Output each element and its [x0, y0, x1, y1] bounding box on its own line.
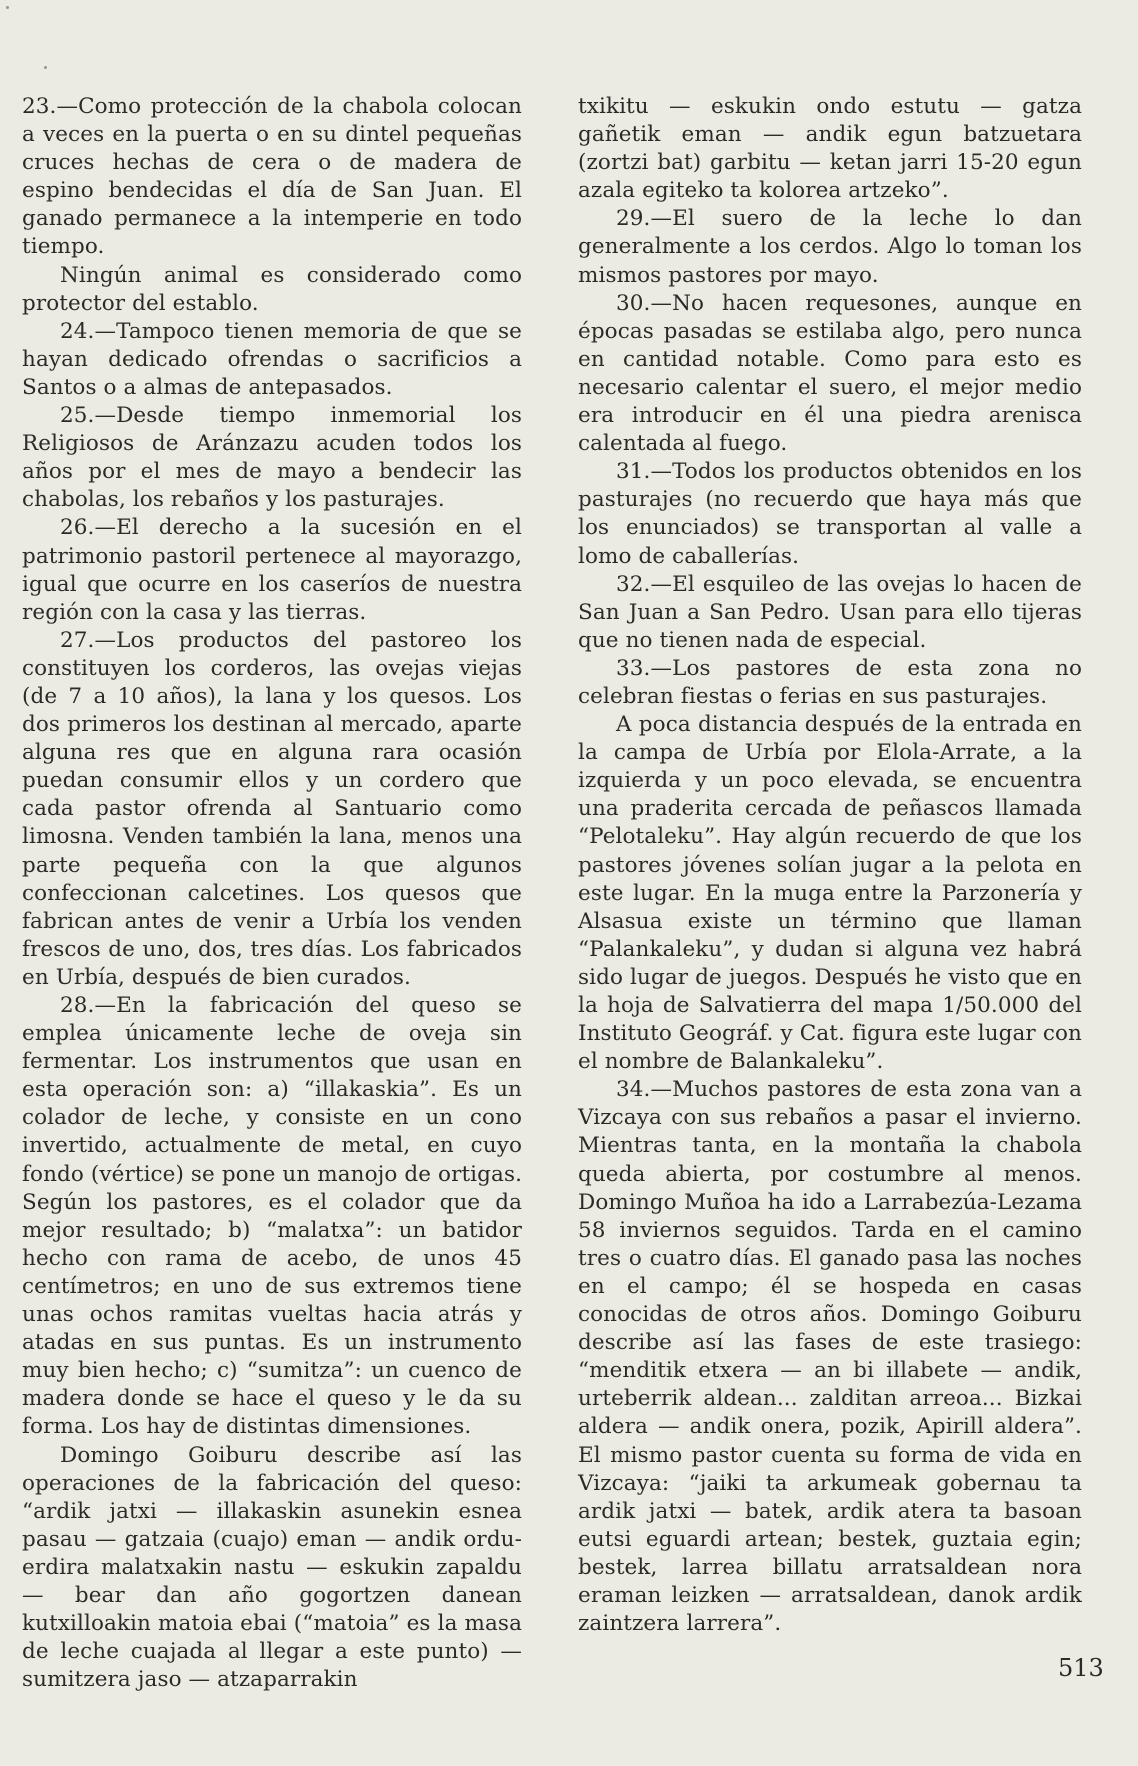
paragraph-goiburu-cheese: Domingo Goiburu describe así las operaciones de la fabricación del queso: “ardik jatxi — illakaskin asunekin esnea pasau — gatzaia (cuajo) eman — andik ordu-erdira malatxakin nastu — eskukin zapaldu — bear dan año gogortzen danean kutxilloakin matoia ebai (“matoia” es la masa de leche cuajada al llegar a este punto) — sumitzera jaso — atzaparrakin — [22, 1442, 522, 1693]
paragraph-27: 27.—Los productos del pastoreo los constituyen los corderos, las ovejas viejas (de 7 a 10 años), la lana y los quesos. Los dos primeros los destinan al mercado, aparte alguna res que en alguna rara ocasión puedan consumir ellos y un cordero que cada pastor ofrenda al Santuario como limosna. Venden también la lana, menos una parte pequeña con la que algunos confeccionan calcetines. Los quesos que fabrican antes de venir a Urbía los venden frescos de uno, dos, tres días. Los fabricados en Urbía, después de bien curados. — [22, 627, 522, 990]
page-number: 513 — [1058, 1654, 1104, 1682]
paragraph-pelotaleku: A poca distancia después de la entrada en la campa de Urbía por Elola-Arrate, a la izquierda y un poco elevada, se encuentra una praderita cercada de peñascos llamada “Pelotaleku”. Hay algún recuerdo de que los pastores jóvenes solían jugar a la pelota en este lugar. En la muga entre la Parzonería y Alsasua existe un término que llaman “Palankaleku”, y dudan si alguna vez habrá sido lugar de juegos. Después he visto que en la hoja de Salvatierra del mapa 1/50.000 del Instituto Geográf. y Cat. figura este lugar con el nombre de Balankaleku”. — [578, 712, 1082, 1075]
paragraph-33: 33.—Los pastores de esta zona no celebran fiestas o ferias en sus pasturajes. — [578, 655, 1082, 709]
paragraph-24: 24.—Tampoco tienen memoria de que se hayan dedicado ofrendas o sacrificios a Santos o a almas de antepasados. — [22, 318, 522, 400]
paragraph-31: 31.—Todos los productos obtenidos en los pasturajes (no recuerdo que haya más que los enunciados) se transportan al valle a lomo de caballerías. — [578, 459, 1082, 569]
paper-speck — [6, 6, 9, 9]
paragraph-23-cont: Ningún animal es considerado como protector del establo. — [22, 262, 522, 316]
paragraph-cheese-cont: txikitu — eskukin ondo estutu — gatza gañetik eman — andik egun batzuetara (zortzi bat) garbitu — ketan jarri 15-20 egun azala egiteko ta kolorea artzeko”. — [578, 94, 1082, 204]
right-column — [578, 93, 1082, 1638]
paragraph-30: 30.—No hacen requesones, aunque en épocas pasadas se estilaba algo, pero nunca en cantidad notable. Como para esto es necesario calentar el suero, el mejor medio era introducir en él una piedra arenisca calentada al fuego. — [578, 290, 1082, 457]
paragraph-29: 29.—El suero de la leche lo dan generalmente a los cerdos. Algo lo toman los mismos pastores por mayo. — [578, 206, 1082, 288]
paragraph-25: 25.—Desde tiempo inmemorial los Religiosos de Aránzazu acuden todos los años por el mes de mayo a bendecir las chabolas, los rebaños y los pasturajes. — [22, 403, 522, 513]
paper-speck — [44, 66, 47, 69]
left-column — [22, 93, 522, 1694]
paragraph-23: 23.—Como protección de la chabola colocan a veces en la puerta o en su dintel pequeñas cruces hechas de cera o de madera de espino bendecidas el día de San Juan. El ganado permanece a la intemperie en todo tiempo. — [22, 94, 522, 260]
paragraph-26: 26.—El derecho a la sucesión en el patrimonio pastoril pertenece al mayorazgo, igual que ocurre en los caseríos de nuestra región con la casa y las tierras. — [22, 515, 522, 625]
paragraph-34: 34.—Muchos pastores de esta zona van a Vizcaya con sus rebaños a pasar el invierno. Mientras tanta, en la montaña la chabola queda abierta, por costumbre al menos. Domingo Muñoa ha ido a Larrabezúa-Lezama 58 inviernos seguidos. Tarda en el camino tres o cuatro días. El ganado pasa las noches en el campo; él se hospeda en casas conocidas de otros años. Domingo Goiburu describe así las fases de este trasiego: “menditik etxera — an bi illabete — andik, urteberrik aldean... zalditan arreoa... Bizkai aldera — andik onera, pozik, Apirill aldera”. El mismo pastor cuenta su forma de vida en Vizcaya: “jaiki ta arkumeak gobernau ta ardik jatxi — batek, ardik atera ta basoan eutsi eguardi artean; bestek, guztaia egin; bestek, larrea billatu arratsaldean nora eraman leizken — arratsaldean, danok ardik zaintzera larrera”. — [578, 1077, 1082, 1637]
paragraph-28: 28.—En la fabricación del queso se emplea únicamente leche de oveja sin fermentar. Los instrumentos que usan en esta operación son: a) “illakaskia”. Es un colador de leche, y consiste en un cono invertido, actualmente de metal, en cuyo fondo (vértice) se pone un manojo de ortigas. Según los pastores, es el colador que da mejor resultado; b) “malatxa”: un batidor hecho con rama de acebo, de unos 45 centímetros; en uno de sus extremos tiene unas ochos ramitas vueltas hacia atrás y atadas en sus puntas. Es un instrumento muy bien hecho; c) “sumitza”: un cuenco de madera donde se hace el queso y le da su forma. Los hay de distintas dimensiones. — [22, 993, 523, 1440]
paragraph-32: 32.—El esquileo de las ovejas lo hacen de San Juan a San Pedro. Usan para ello tijeras que no tienen nada de especial. — [578, 571, 1082, 653]
